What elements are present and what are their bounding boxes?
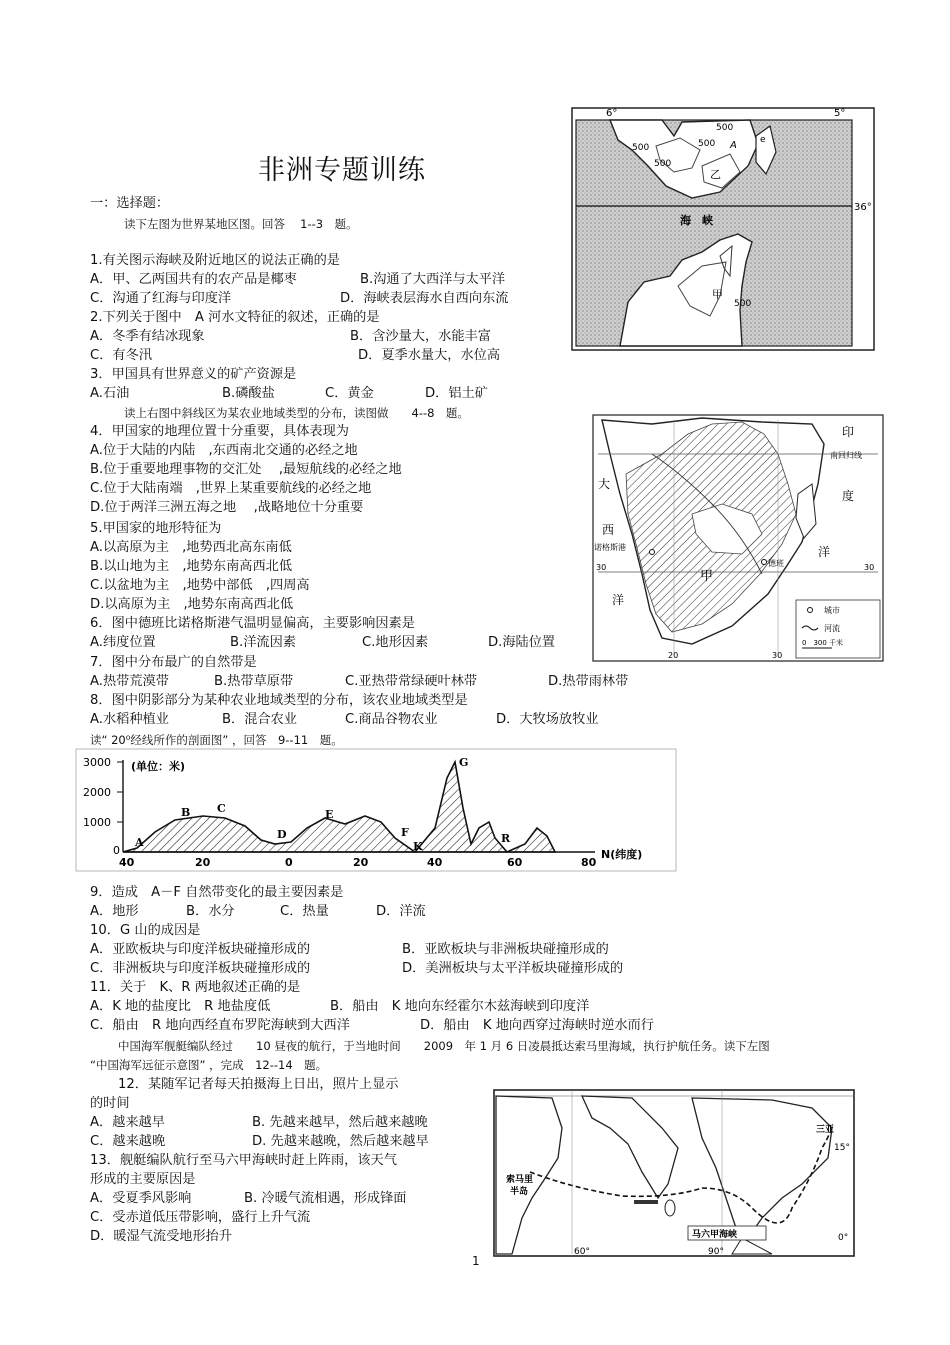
x-tick-20s: 20 [195, 856, 211, 869]
q10-option-d: D．美洲板块与太平洋板块碰撞形成的 [402, 961, 624, 976]
label-malacca: 马六甲海峡 [692, 1230, 738, 1240]
q11-option-c: C．船由 R 地向西经直布罗陀海峡到大西洋 [90, 1018, 350, 1033]
q11-option-a: A．K 地的盐度比 R 地盐度低 [90, 999, 271, 1014]
lon-20-label: 20 [668, 651, 679, 660]
q9-option-c: C．热量 [280, 904, 329, 919]
q6-option-a: A.纬度位置 [90, 635, 156, 650]
label-durban: 德班 [768, 559, 784, 568]
q4-option-c: C.位于大陆南端 ,世界上某重要航线的必经之地 [90, 481, 372, 496]
q12-option-c: C．越来越晚 [90, 1134, 166, 1149]
label-somali-2: 半岛 [510, 1187, 529, 1197]
point-c: C [217, 802, 226, 815]
q9-option-b: B．水分 [186, 904, 235, 919]
q9-option-a: A．地形 [90, 904, 139, 919]
legend-city-label: 城市 [824, 606, 840, 615]
q12-option-d: D. 先越来越晚，然后越来越早 [252, 1134, 429, 1149]
label-india: 印 [842, 425, 855, 439]
label-sanya: 三亚 [816, 1125, 835, 1135]
q5-option-b: B.以山地为主 ,地势东南高西北低 [90, 559, 293, 574]
q13-option-c: C．受赤道低压带影响，盛行上升气流 [90, 1210, 311, 1225]
q1-stem: 1.有关图示海峡及附近地区的说法正确的是 [90, 253, 340, 268]
q3-stem: 3．甲国具有世界意义的矿产资源是 [90, 367, 297, 382]
q11-stem: 11．关于 K、R 两地叙述正确的是 [90, 980, 301, 995]
point-d: D [277, 828, 287, 841]
point-a: A [135, 836, 144, 849]
q12-stem-1: 12．某随军记者每天拍摄海上日出，照片上显示 [118, 1077, 399, 1092]
x-tick-60n: 60 [507, 856, 523, 869]
q2-option-b: B．含沙量大，水能丰富 [350, 329, 491, 344]
point-e: E [325, 808, 334, 821]
point-k: K [413, 840, 423, 853]
q11-option-b: B．船由 K 地向东经霍尔木兹海峡到印度洋 [330, 999, 590, 1014]
navy-route-map [492, 1088, 856, 1260]
x-axis-title: N(纬度) [601, 848, 643, 861]
x-tick-40n: 40 [427, 856, 443, 869]
x-tick-40s: 40 [119, 856, 135, 869]
q10-stem: 10．G 山的成因是 [90, 923, 201, 938]
x-tick-80n: 80 [581, 856, 597, 869]
q6-option-d: D.海陆位置 [488, 635, 556, 650]
q4-stem: 4．甲国家的地理位置十分重要，具体表现为 [90, 424, 349, 439]
q3-option-d: D．铝土矿 [425, 386, 488, 401]
intro-1: 读下左图为世界某地区图。回答 1--3 题。 [124, 217, 358, 231]
q9-stem: 9．造成 A－F 自然带变化的最主要因素是 [90, 885, 344, 900]
q4-option-a: A.位于大陆的内陆 ,东西南北交通的必经之地 [90, 443, 358, 458]
label-lon-90: 90° [708, 1247, 724, 1257]
q5-option-c: C.以盆地为主 ,地势中部低 ,四周高 [90, 578, 310, 593]
intro-3: 读“ 20⁰经线所作的剖面图” ，回答 9--11 题。 [90, 733, 343, 747]
q5-option-d: D.以高原为主 ,地势东南高西北低 [90, 597, 294, 612]
contour-500-d: 500 [654, 159, 672, 169]
q12-stem-2: 的时间 [90, 1096, 130, 1111]
y-tick-3000: 3000 [83, 756, 111, 769]
x-tick-0: 0 [285, 856, 293, 869]
legend-city-icon [808, 608, 813, 613]
southern-africa-map [592, 414, 884, 662]
q12-option-a: A．越来越早 [90, 1115, 165, 1130]
q4-option-d: D.位于两洋三洲五海之地 ,战略地位十分重要 [90, 500, 364, 515]
q3-option-b: B.磷酸盐 [222, 386, 275, 401]
unit-label: (单位：米) [131, 760, 186, 773]
q13-option-b: B. 冷暖气流相遇，形成锋面 [244, 1191, 407, 1206]
sri-lanka [665, 1200, 675, 1216]
point-b: B [181, 806, 191, 819]
ship-icon [634, 1200, 658, 1204]
q3-option-a: A.石油 [90, 386, 130, 401]
lon-left-label: 6° [606, 108, 618, 119]
label-nuogesi: 诺格斯港 [594, 543, 626, 552]
page-number: 1 [472, 1254, 480, 1268]
label-lat-0: 0° [838, 1233, 849, 1243]
label-yi: 乙 [710, 168, 721, 181]
label-e: e [760, 135, 766, 145]
q2-option-d: D．夏季水量大，水位高 [358, 348, 501, 363]
section-heading: 一：选择题： [90, 196, 170, 211]
q10-option-b: B．亚欧板块与非洲板块碰撞形成的 [402, 942, 609, 957]
q2-stem: 2.下列关于图中 A 河水文特征的叙述，正确的是 [90, 310, 380, 325]
q7-option-b: B.热带草原带 [214, 674, 294, 689]
contour-500-b: 500 [632, 143, 650, 153]
y-tick-0: 0 [113, 844, 120, 857]
label-du: 度 [842, 489, 855, 503]
q2-option-a: A．冬季有结冰现象 [90, 329, 205, 344]
q1-option-c: C．沟通了红海与印度洋 [90, 291, 232, 306]
q1-option-a: A．甲、乙两国共有的农产品是椰枣 [90, 272, 297, 287]
label-xi: 西 [602, 523, 615, 537]
q6-option-c: C.地形因素 [362, 635, 429, 650]
q5-stem: 5.甲国家的地形特征为 [90, 521, 222, 536]
q11-option-d: D．船由 K 地向西穿过海峡时逆水而行 [420, 1018, 654, 1033]
contour-500-a: 500 [716, 123, 734, 133]
y-tick-1000: 1000 [83, 816, 111, 829]
label-somali-1: 索马里 [506, 1175, 534, 1185]
legend-river-label: 河流 [824, 624, 840, 633]
page-title: 非洲专题训练 [258, 155, 426, 186]
intro-2: 读上右图中斜线区为某农业地域类型的分布，读图做 4--8 题。 [124, 406, 469, 420]
q1-option-d: D．海峡表层海水自西向东流 [340, 291, 509, 306]
intro-4a: 中国海军舰艇编队经过 10 昼夜的航行，于当地时间 2009 年 1 月 6 日凌晨抵达索马里海域，执行护航任务。读下左图 [118, 1039, 770, 1053]
q7-option-a: A.热带荒漠带 [90, 674, 169, 689]
intro-4b: “中国海军远征示意图” ，完成 12--14 题。 [90, 1058, 328, 1072]
contour-500-c: 500 [698, 139, 716, 149]
point-r: R [501, 832, 511, 845]
label-jia: 甲 [700, 569, 714, 584]
label-jia: 甲 [712, 288, 723, 301]
q12-option-b: B. 先越来越早，然后越来越晚 [252, 1115, 428, 1130]
q7-option-d: D.热带雨林带 [548, 674, 629, 689]
q3-option-c: C．黄金 [325, 386, 374, 401]
q10-option-c: C．非洲板块与印度洋板块碰撞形成的 [90, 961, 311, 976]
q6-option-b: B.洋流因素 [230, 635, 296, 650]
q13-option-a: A．受夏季风影响 [90, 1191, 192, 1206]
point-f: F [401, 826, 409, 839]
label-lon-60: 60° [574, 1247, 590, 1257]
contour-500-e: 500 [734, 299, 752, 309]
label-yang-east: 洋 [818, 545, 831, 559]
q13-stem-1: 13．舰艇编队航行至马六甲海峡时赶上阵雨，该天气 [90, 1153, 397, 1168]
label-da: 大 [598, 477, 611, 491]
q13-option-d: D．暖湿气流受地形抬升 [90, 1229, 233, 1244]
q2-option-c: C．有冬汛 [90, 348, 152, 363]
city-durban [762, 560, 767, 565]
scale-label: 0 300 千米 [802, 639, 844, 647]
q8-stem: 8．图中阴影部分为某种农业地域类型的分布，该农业地域类型是 [90, 693, 468, 708]
q8-option-a: A.水稻种植业 [90, 712, 169, 727]
strait-map [570, 106, 876, 352]
lat-30-right: 30 [864, 563, 875, 572]
lat-30-left: 30 [596, 563, 607, 572]
strait-label: 海 峡 [680, 214, 713, 227]
lon-30-label: 30 [772, 651, 783, 660]
x-tick-20n: 20 [353, 856, 369, 869]
q1-option-b: B.沟通了大西洋与太平洋 [360, 272, 506, 287]
label-yang-west: 洋 [612, 593, 625, 607]
point-g: G [459, 756, 469, 769]
q10-option-a: A．亚欧板块与印度洋板块碰撞形成的 [90, 942, 311, 957]
city-nuogesi [650, 550, 655, 555]
label-tropic: 南回归线 [830, 451, 862, 460]
lon-right-label: 5° [834, 108, 846, 119]
q9-option-d: D．洋流 [376, 904, 426, 919]
q8-option-b: B．混合农业 [222, 712, 297, 727]
y-tick-2000: 2000 [83, 786, 111, 799]
q8-option-c: C.商品谷物农业 [345, 712, 438, 727]
q6-stem: 6．图中德班比诺格斯港气温明显偏高，主要影响因素是 [90, 616, 415, 631]
q8-option-d: D．大牧场放牧业 [496, 712, 599, 727]
lat-label: 36° [854, 202, 872, 213]
label-lat-15: 15° [834, 1143, 850, 1153]
meridian-profile-chart [75, 748, 677, 872]
label-a: A [730, 140, 737, 151]
q7-option-c: C.亚热带常绿硬叶林带 [345, 674, 478, 689]
q7-stem: 7．图中分布最广的自然带是 [90, 655, 257, 670]
q4-option-b: B.位于重要地理事物的交汇处 ,最短航线的必经之地 [90, 462, 402, 477]
q5-option-a: A.以高原为主 ,地势西北高东南低 [90, 540, 292, 555]
q13-stem-2: 形成的主要原因是 [90, 1172, 196, 1187]
